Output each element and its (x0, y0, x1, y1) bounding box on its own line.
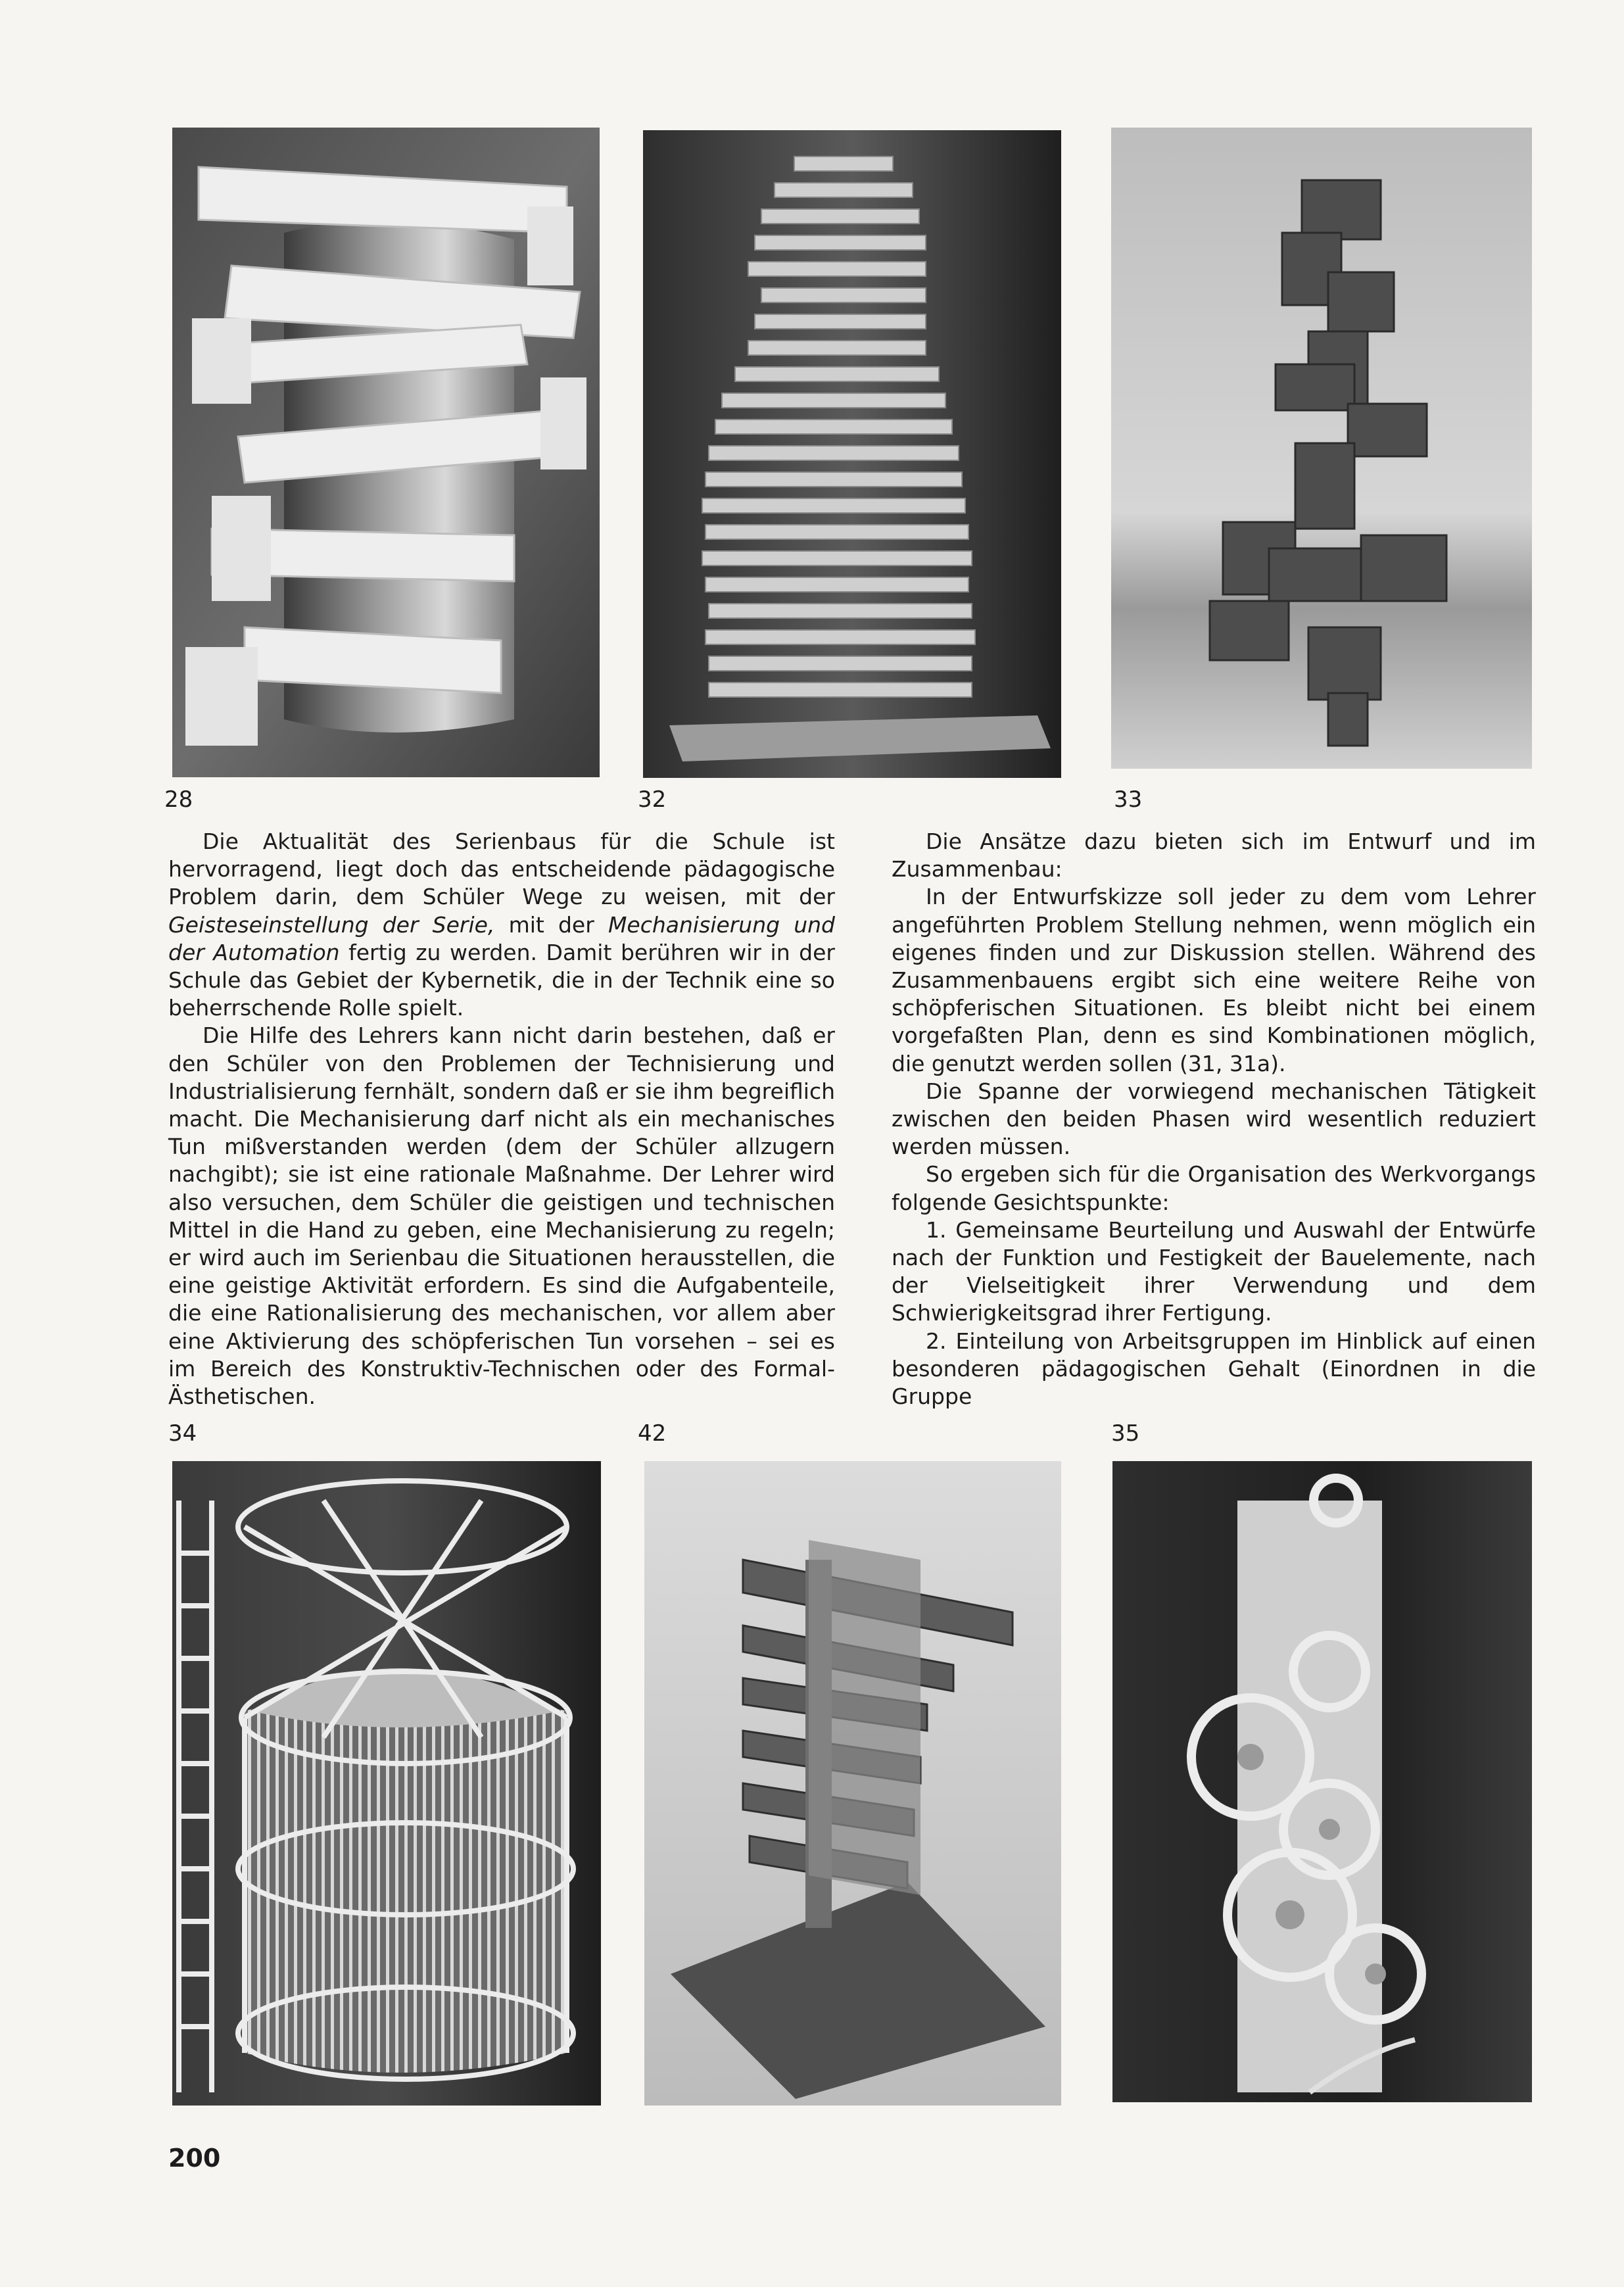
page-number: 200 (168, 2144, 221, 2173)
photo-42-wooden-peg-stack (644, 1461, 1061, 2106)
right-paragraph-5: 1. Gemeinsame Beurteilung und Auswahl der Entwürfe nach der Funktion und Festigkeit der Bauelemente, nach der Vielseitigkeit ihrer Verwendung und dem Schwierigkeitsgrad ihrer Fertigung. (892, 1216, 1536, 1326)
right-paragraph-4: So ergeben sich für die Organisation des Werkvorgangs folgende Gesichtspunkte: (892, 1161, 1536, 1215)
right-text-column (892, 828, 1536, 1410)
left-paragraph-1: Die Aktualität des Serienbaus für die Schule ist hervorragend, liegt doch das entscheidende pädagogische Problem darin, dem Schüler Wege zu weisen, mit der Geisteseinstellung der Serie, mit der Mechanisierung und der Automation fertig zu werden. Damit berühren wir in der Schule das Gebiet der Kybernetik, die in der Technik eine so beherrschende Rolle spielt. (168, 829, 835, 1021)
figure-label-42: 42 (638, 1420, 667, 1447)
photo-32-acrylic-layer-tower (643, 130, 1061, 778)
right-paragraph-2: In der Entwurfskizze soll jeder zu dem vom Lehrer angeführten Problem Stellung nehmen, wenn möglich ein eigenes finden und zur Diskussion stellen. Während des Zusammenbauens ergibt sich eine weitere Reihe von schöpferischen Situationen. Es bleibt nicht bei einem vorgefaßten Plan, denn es sind Kombinationen möglich, die genutzt werden sollen (31, 31a). (892, 884, 1536, 1076)
figure-label-28: 28 (164, 786, 193, 813)
right-paragraph-3: Die Spanne der vorwiegend mechanischen Tätigkeit zwischen den beiden Phasen wird wesentlich reduziert werden müssen. (892, 1078, 1536, 1160)
right-paragraph-1: Die Ansätze dazu bieten sich im Entwurf und im Zusammenbau: (892, 829, 1536, 882)
photo-35-gear-mechanism (1112, 1461, 1532, 2102)
photo-34-matchstick-tower (172, 1461, 601, 2106)
figure-label-35: 35 (1111, 1420, 1140, 1447)
photo-33-interlocking-wood-blocks (1111, 128, 1532, 769)
figure-label-34: 34 (168, 1420, 197, 1447)
left-paragraph-2: Die Hilfe des Lehrers kann nicht darin bestehen, daß er den Schüler von den Problemen der Technisierung und Industrialisierung fernhält, sondern daß er sie ihm begreiflich macht. Die Mechanisierung darf nicht als ein mechanisches Tun mißverstanden werden (dem der Schüler allzugern nachgibt); sie ist eine rationale Maßnahme. Der Lehrer wird also versuchen, dem Schüler die geistigen und technischen Mittel in die Hand zu geben, eine Mechanisierung zu regeln; er wird auch im Serienbau die Situationen herausstellen, die eine geistige Aktivität erfordern. Es sind die Aufgabenteile, die eine Rationalisierung des mechanischen, vor allem aber eine Aktivierung des schöpferischen Tun vorsehen – sei es im Bereich des Konstruktiv-Technischen oder des Formal-Ästhetischen. (168, 1023, 835, 1410)
figure-label-33: 33 (1114, 786, 1143, 813)
right-paragraph-6: 2. Einteilung von Arbeitsgruppen im Hinblick auf einen besonderen pädagogischen Gehalt (Einordnen in die Gruppe (892, 1328, 1536, 1410)
left-text-column (168, 828, 835, 1410)
figure-label-32: 32 (638, 786, 667, 813)
photo-28-paper-strip-sculpture (172, 128, 600, 777)
